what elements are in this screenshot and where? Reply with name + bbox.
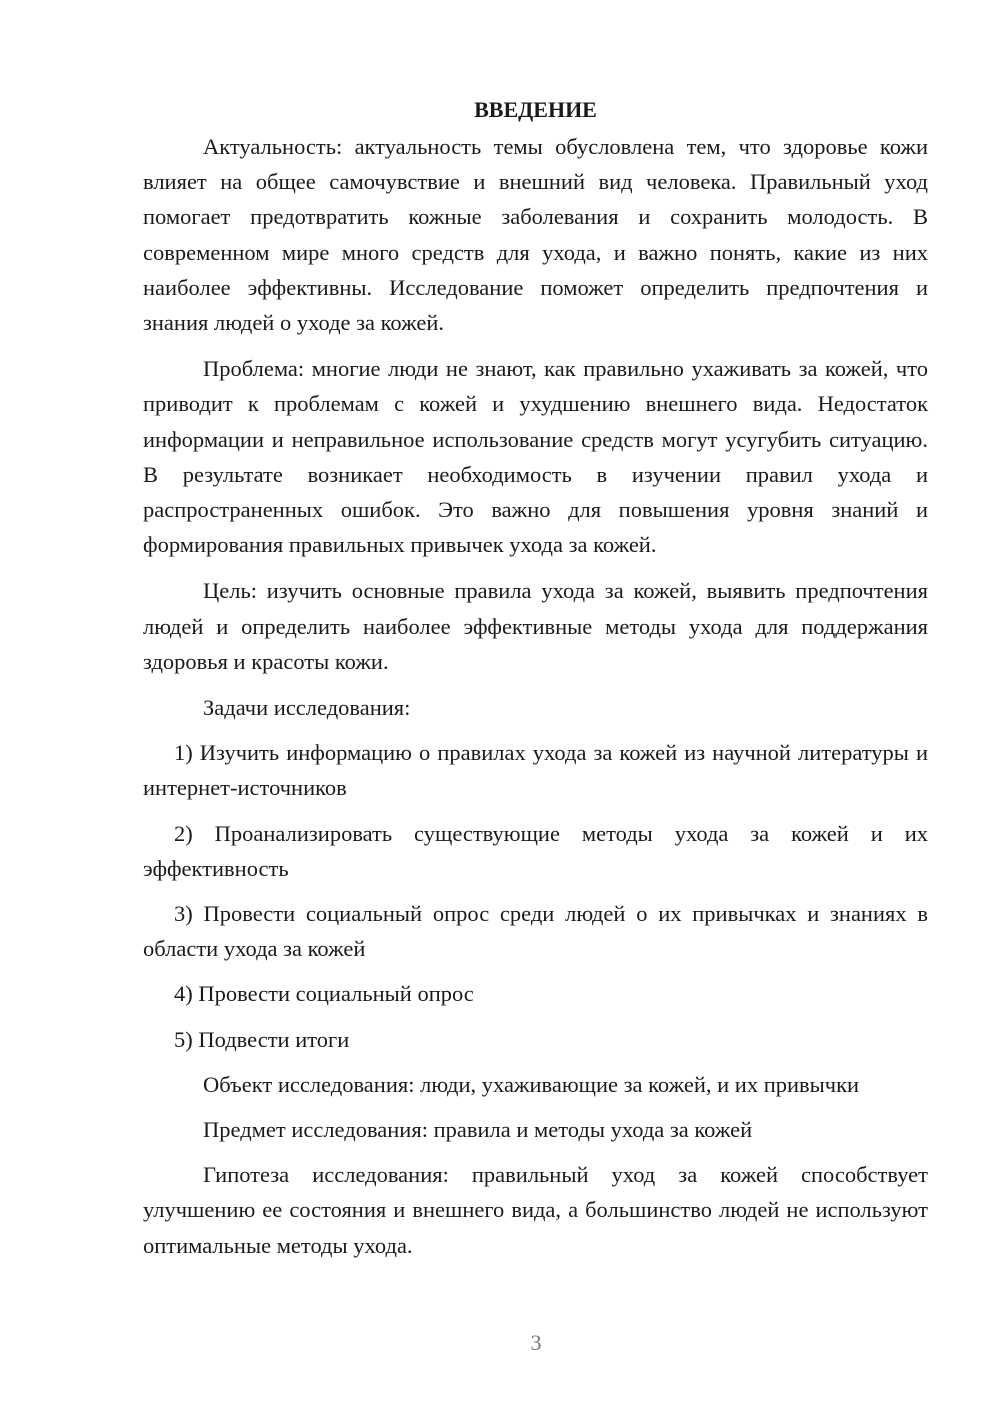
task-item-1: 1) Изучить информацию о правилах ухода за кожей из научной литературы и интернет-источников (143, 740, 928, 801)
tasks-heading: Задачи исследования: (203, 695, 411, 721)
task-item-4: 4) Провести социальный опрос (174, 981, 474, 1007)
page-number: 3 (530, 1330, 542, 1355)
task-item-5: 5) Подвести итоги (174, 1026, 350, 1052)
subject-paragraph: Предмет исследования: правила и методы ухода за кожей (203, 1117, 753, 1143)
object-paragraph: Объект исследования: люди, ухаживающие за кожей, и их привычки (203, 1071, 860, 1097)
document-page (143, 95, 928, 1274)
problem-paragraph: Проблема: многие люди не знают, как правильно ухаживать за кожей, что приводит к проблемам с кожей и ухудшению внешнего вида. Недостаток информации и неправильное использование средств могут усугубить ситуацию. В результате возникает необходимость в изучении правил ухода и распространенных ошибок. Это важно для повышения уровня знаний и формирования правильных привычек ухода за кожей. (143, 356, 928, 558)
hypothesis-paragraph: Гипотеза исследования: правильный уход за кожей способствует улучшению ее состояния и внешнего вида, а большинство людей не используют оптимальные методы ухода. (143, 1162, 928, 1258)
section-title: ВВЕДЕНИЕ (474, 97, 597, 122)
task-item-3: 3) Провести социальный опрос среди людей о их привычках и знаниях в области ухода за кожей (143, 901, 928, 962)
task-item-2: 2) Проанализировать существующие методы ухода за кожей и их эффективность (143, 820, 928, 881)
relevance-paragraph: Актуальность: актуальность темы обусловлена тем, что здоровье кожи влияет на общее самочувствие и внешний вид человека. Правильный уход помогает предотвратить кожные заболевания и сохранить молодость. В современном мире много средств для ухода, и важно понять, какие из них наиболее эффективны. Исследование поможет определить предпочтения и знания людей о уходе за кожей. (143, 134, 928, 336)
goal-paragraph: Цель: изучить основные правила ухода за кожей, выявить предпочтения людей и определить наиболее эффективные методы ухода для поддержания здоровья и красоты кожи. (143, 578, 928, 674)
